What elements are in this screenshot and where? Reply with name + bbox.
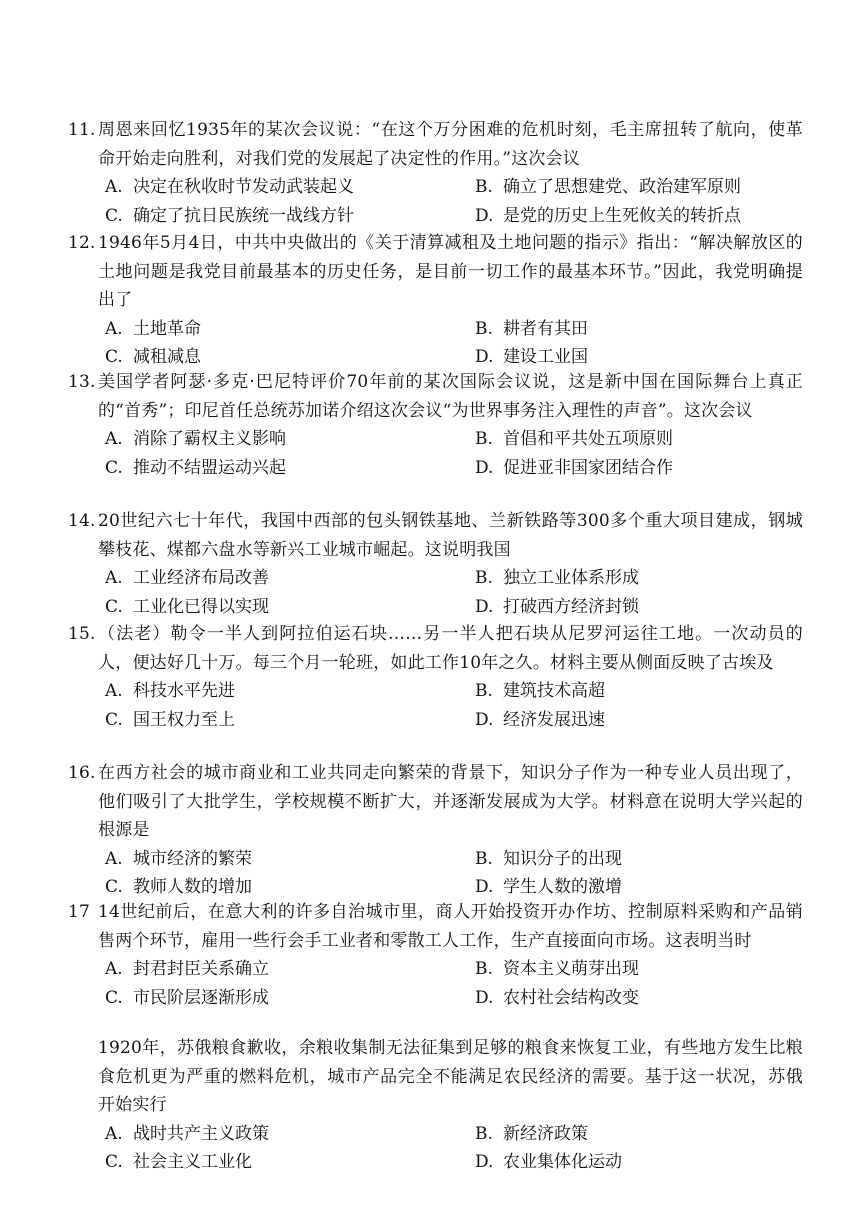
option-b: B. 知识分子的出现 bbox=[475, 848, 622, 869]
question-18 bbox=[98, 1034, 803, 1177]
option-c: C. 减租减息 bbox=[105, 347, 201, 367]
option-b: B. 确立了思想建党、政治建军原则 bbox=[475, 177, 741, 197]
question-number: 15. bbox=[68, 624, 96, 644]
question-text: 周恩来回忆1935年的某次会议说：“在这个万分困难的危机时刻，毛主席扭转了航向，使革命开始走向胜利，对我们党的发展起了决定性的作用。”这次会议 bbox=[98, 120, 803, 169]
option-a: A. 科技水平先进 bbox=[105, 681, 235, 701]
question-stem bbox=[68, 759, 803, 845]
question-text: 20世纪六七十年代，我国中西部的包头钢铁基地、兰新铁路等300多个重大项目建成，钢城攀枝花、煤都六盘水等新兴工业城市崛起。这说明我国 bbox=[98, 511, 803, 560]
option-c: C. 工业化已得以实现 bbox=[105, 596, 269, 617]
option-d: D. 是党的历史上生死攸关的转折点 bbox=[475, 205, 741, 226]
option-b: B. 资本主义萌芽出现 bbox=[475, 959, 639, 979]
option-b: B. 耕者有其田 bbox=[475, 318, 588, 339]
option-b: B. 建筑技术高超 bbox=[475, 681, 605, 701]
options bbox=[98, 1120, 803, 1177]
question-17 bbox=[68, 898, 803, 1012]
question-14 bbox=[68, 507, 803, 621]
question-number: 14. bbox=[68, 511, 96, 531]
question-number: 13. bbox=[68, 372, 96, 392]
option-a: A. 决定在秋收时节发动武装起义 bbox=[105, 177, 354, 197]
option-c: C. 国王权力至上 bbox=[105, 709, 235, 730]
question-text: （法老）勒令一半人到阿拉伯运石块……另一半人把石块从尼罗河运往工地。一次动员的人，便达好几十万。每三个月一轮班，如此工作10年之久。材料主要从侧面反映了古埃及 bbox=[98, 624, 803, 673]
option-d: D. 经济发展迅速 bbox=[475, 709, 605, 730]
option-a: A. 封君封臣关系确立 bbox=[105, 959, 269, 979]
option-c: C. 市民阶层逐渐形成 bbox=[105, 987, 269, 1008]
option-c: C. 确定了抗日民族统一战线方针 bbox=[105, 205, 354, 226]
question-number: 12. bbox=[68, 233, 96, 253]
question-text: 14世纪前后，在意大利的许多自治城市里，商人开始投资开办作坊、控制原料采购和产品销售两个环节，雇用一些行会手工业者和零散工人工作，生产直接面向市场。这表明当时 bbox=[98, 902, 803, 951]
option-d: D. 学生人数的激增 bbox=[475, 877, 622, 897]
options bbox=[98, 677, 803, 734]
options bbox=[98, 425, 803, 482]
option-a: A. 战时共产主义政策 bbox=[105, 1123, 269, 1144]
option-a: A. 消除了霸权主义影响 bbox=[105, 429, 286, 449]
question-text: 1920年，苏俄粮食歉收，余粮收集制无法征集到足够的粮食来恢复工业，有些地方发生比粮食危机更为严重的燃料危机，城市产品完全不能满足农民经济的需要。基于这一状况，苏俄开始实行 bbox=[98, 1038, 803, 1115]
option-a: A. 土地革命 bbox=[105, 318, 201, 339]
options bbox=[98, 845, 803, 902]
option-c: C. 推动不结盟运动兴起 bbox=[105, 457, 286, 478]
option-b: B. 独立工业体系形成 bbox=[475, 568, 639, 588]
option-d: D. 农村社会结构改变 bbox=[475, 987, 639, 1008]
option-c: C. 教师人数的增加 bbox=[105, 877, 252, 897]
question-stem bbox=[98, 1034, 803, 1120]
options bbox=[98, 564, 803, 621]
option-d: D. 建设工业国 bbox=[475, 347, 588, 367]
option-d: D. 打破西方经济封锁 bbox=[475, 596, 639, 617]
question-stem bbox=[68, 116, 803, 173]
question-number: 17 bbox=[68, 902, 91, 922]
question-text: 1946年5月4日，中共中央做出的《关于清算减租及土地问题的指示》指出：“解决解放区的土地问题是我党目前最基本的历史任务，是目前一切工作的最基本环节。”因此，我党明确提出了 bbox=[98, 233, 803, 310]
option-b: B. 新经济政策 bbox=[475, 1123, 588, 1144]
question-11 bbox=[68, 116, 803, 230]
option-a: A. 城市经济的繁荣 bbox=[105, 848, 252, 869]
option-c: C. 社会主义工业化 bbox=[105, 1152, 252, 1172]
question-stem bbox=[68, 507, 803, 564]
question-12 bbox=[68, 229, 803, 372]
option-d: D. 农业集体化运动 bbox=[475, 1152, 622, 1172]
option-a: A. 工业经济布局改善 bbox=[105, 568, 269, 588]
question-number: 16. bbox=[68, 763, 96, 783]
question-13 bbox=[68, 368, 803, 482]
option-d: D. 促进亚非国家团结合作 bbox=[475, 457, 673, 478]
options bbox=[98, 955, 803, 1012]
options bbox=[98, 173, 803, 230]
question-stem bbox=[68, 620, 803, 677]
question-number: 11. bbox=[68, 120, 96, 140]
question-stem bbox=[68, 898, 803, 955]
question-16 bbox=[68, 759, 803, 902]
options bbox=[98, 315, 803, 372]
option-b: B. 首倡和平共处五项原则 bbox=[475, 429, 673, 449]
question-text: 在西方社会的城市商业和工业共同走向繁荣的背景下，知识分子作为一种专业人员出现了，他们吸引了大批学生，学校规模不断扩大，并逐渐发展成为大学。材料意在说明大学兴起的根源是 bbox=[98, 763, 803, 840]
question-text: 美国学者阿瑟·多克·巴尼特评价70年前的某次国际会议说，这是新中国在国际舞台上真正的“首秀”；印尼首任总统苏加诺介绍这次会议“为世界事务注入理性的声音”。这次会议 bbox=[98, 372, 803, 421]
question-stem bbox=[68, 229, 803, 315]
question-stem bbox=[68, 368, 803, 425]
question-15 bbox=[68, 620, 803, 734]
